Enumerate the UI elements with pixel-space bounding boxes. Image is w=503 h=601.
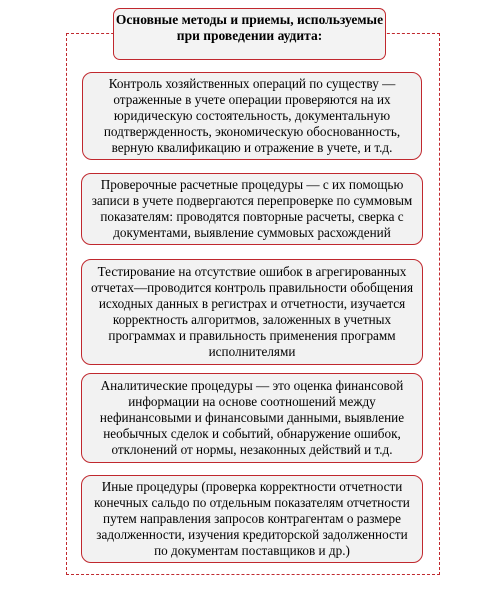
method-text: Иные процедуры (проверка корректности отчетности конечных сальдо по отдельным показателям отчетности путем направления запросов контрагентам о размере задолженности, изучения кредиторской задолженности по документам поставщиков и др.) (94, 479, 410, 558)
method-text: Аналитические процедуры — это оценка финансовой информации на основе соотношений между нефинансовыми и финансовыми данными, выявление необычных сделок и событий, обнаружение ошибок, отклонений от нормы, незаконных действий и т.д. (99, 378, 405, 457)
method-box-substantive-control (82, 72, 422, 160)
method-box-error-testing (81, 259, 423, 365)
diagram-title: Основные методы и приемы, используемые при проведении аудита: (113, 8, 386, 60)
method-text: Контроль хозяйственных операций по существу — отраженные в учете операции проверяются на их юридическую состоятельность, документальную подтвержденность, экономическую обоснованность, верную квалификацию и отражение в учете, и т.д. (103, 76, 401, 155)
method-text: Проверочные расчетные процедуры — с их помощью записи в учете подвергаются перепроверке по суммовым показателям: проводятся повторные расчеты, сверка с документами, выявление суммовых расхождений (91, 177, 413, 240)
method-box-recalculation (81, 173, 423, 245)
method-box-analytical-procedures (81, 373, 423, 463)
method-box-other-procedures (81, 475, 423, 563)
method-text: Тестирование на отсутствие ошибок в агрегированных отчетах—проводится контроль правильности обобщения исходных данных в регистрах и отчетности, изучается корректность алгоритмов, заложенных в учетных программах и правильность применения программ исполнителями (90, 264, 414, 359)
